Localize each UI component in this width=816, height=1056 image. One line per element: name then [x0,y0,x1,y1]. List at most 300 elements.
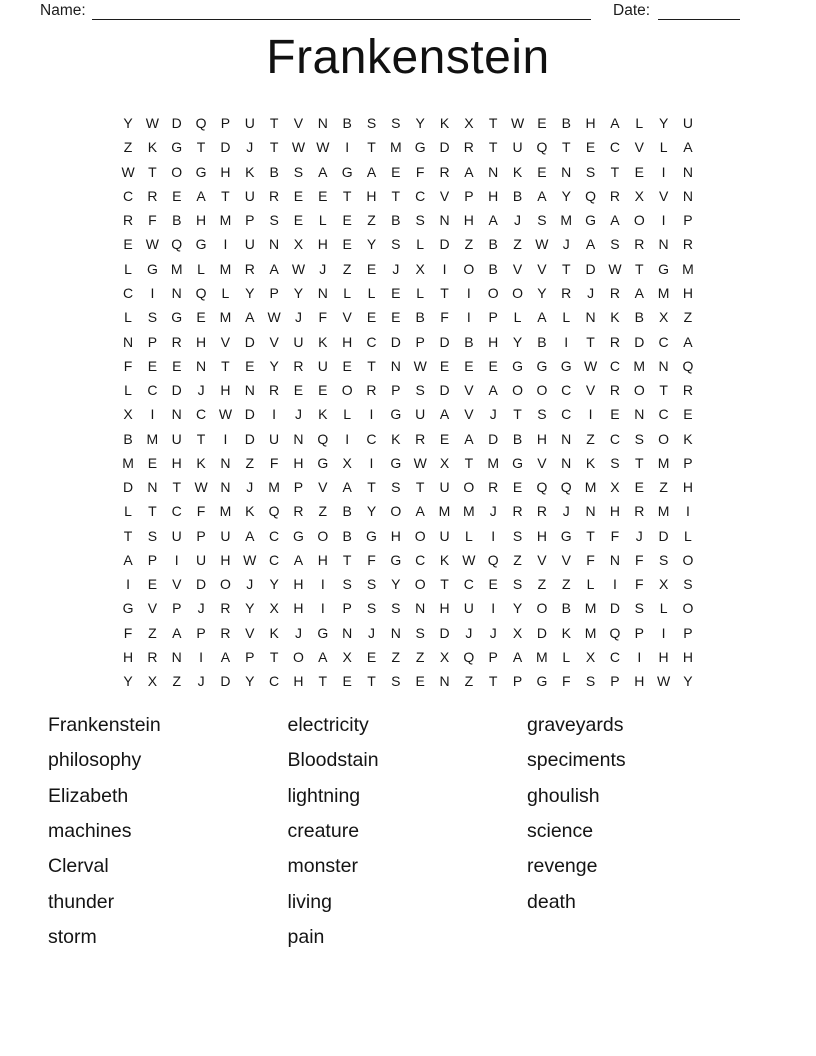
grid-letter: A [172,624,182,641]
grid-letter: J [635,527,643,544]
grid-letter: C [609,139,620,156]
grid-letter: M [463,503,475,520]
word-list-item: death [527,890,576,913]
grid-letter: L [659,600,668,617]
word-list-item: creature [287,820,360,843]
grid-letter: F [440,309,449,326]
grid-letter: J [562,503,570,520]
grid-letter: W [608,260,622,277]
grid-letter: Z [172,673,182,690]
grid-letter: A [220,648,231,665]
grid-letter: A [245,527,255,544]
grid-letter: E [391,284,401,301]
grid-letter: N [561,454,572,471]
grid-letter: F [634,551,644,568]
grid-letter: I [466,309,471,326]
grid-letter: D [244,406,255,423]
grid-letter: X [342,648,352,665]
grid-letter: F [610,527,620,544]
grid-letter: B [342,527,352,544]
grid-letter: S [634,430,644,447]
grid-letter: F [269,454,279,471]
grid-letter: J [197,673,205,690]
grid-letter: I [661,624,666,641]
grid-letter: Z [659,479,668,496]
word-search-grid [116,111,700,693]
grid-letter: X [585,648,596,665]
grid-letter: P [293,479,304,496]
grid-letter: Z [391,648,401,665]
grid-letter: R [682,236,694,253]
grid-letter: E [415,673,425,690]
grid-letter: N [585,309,596,326]
grid-letter: E [585,139,596,156]
grid-letter: H [293,454,304,471]
grid-letter: Y [415,115,425,132]
grid-letter: H [220,163,231,180]
name-label: Name: [40,2,86,19]
grid-letter: E [537,115,547,132]
grid-letter: Y [245,284,255,301]
grid-letter: I [345,430,350,447]
grid-letter: V [439,187,450,204]
grid-letter: C [269,673,280,690]
grid-letter: N [220,479,231,496]
grid-letter: H [220,382,231,399]
grid-letter: S [342,576,352,593]
grid-letter: O [682,551,694,568]
grid-letter: G [317,624,329,641]
grid-letter: V [293,115,304,132]
grid-letter: O [682,600,694,617]
grid-letter: W [145,236,159,253]
grid-letter: F [367,551,376,568]
grid-letter: V [585,382,596,399]
grid-letter: Y [683,673,693,690]
grid-letter: E [147,357,158,374]
grid-letter: J [587,284,595,301]
grid-letter: H [196,333,207,350]
grid-letter: H [658,648,669,665]
grid-letter: M [219,260,232,277]
grid-letter: I [564,333,569,350]
grid-letter: V [220,333,231,350]
grid-letter: E [634,479,644,496]
grid-letter: N [171,648,182,665]
grid-letter: O [293,648,304,665]
grid-letter: S [658,551,669,568]
grid-letter: S [634,600,644,617]
grid-letter: J [489,624,497,641]
grid-letter: V [537,551,547,568]
grid-letter: O [512,382,523,399]
grid-letter: N [682,163,694,180]
grid-letter: C [366,333,377,350]
grid-letter: U [196,551,207,568]
grid-letter: T [513,406,522,423]
grid-letter: A [537,309,547,326]
date-label: Date: [613,2,651,19]
grid-letter: D [196,576,207,593]
grid-letter: V [269,333,279,350]
grid-letter: E [342,212,352,229]
grid-letter: J [294,406,302,423]
grid-letter: I [174,551,179,568]
grid-letter: W [243,551,257,568]
grid-letter: N [585,503,596,520]
grid-letter: A [610,212,620,229]
grid-letter: E [366,260,377,277]
grid-letter: Y [512,600,523,617]
grid-letter: N [220,454,231,471]
word-list-item: revenge [527,855,598,878]
grid-letter: K [610,309,620,326]
grid-letter: F [634,576,644,593]
grid-letter: O [414,527,426,544]
grid-letter: C [415,187,426,204]
grid-letter: Y [512,333,523,350]
grid-letter: O [414,576,426,593]
grid-letter: G [171,139,183,156]
grid-letter: H [536,430,547,447]
grid-letter: F [123,624,133,641]
grid-letter: E [366,648,377,665]
grid-letter: I [345,139,350,156]
grid-letter: A [683,139,693,156]
grid-letter: A [318,163,328,180]
grid-letter: P [342,600,352,617]
grid-letter: A [366,163,377,180]
grid-letter: X [123,406,133,423]
grid-letter: J [562,236,570,253]
grid-letter: E [245,357,255,374]
grid-letter: L [416,284,425,301]
grid-letter: L [586,576,595,593]
grid-letter: J [294,309,302,326]
grid-letter: W [316,139,330,156]
grid-letter: R [512,503,523,520]
grid-letter: W [218,406,233,423]
grid-letter: P [245,648,255,665]
grid-letter: P [269,284,279,301]
grid-letter: W [291,139,306,156]
grid-letter: L [124,309,132,326]
name-blank-line [92,3,591,20]
grid-letter: H [122,648,134,665]
grid-letter: F [586,551,595,568]
grid-letter: W [121,163,135,180]
grid-letter: T [318,673,328,690]
grid-letter: H [682,479,694,496]
grid-letter: T [586,333,595,350]
grid-letter: R [609,333,620,350]
grid-letter: P [196,527,206,544]
grid-letter: V [561,551,571,568]
grid-letter: T [221,357,230,374]
grid-letter: S [512,576,523,593]
grid-letter: O [633,212,645,229]
grid-letter: K [391,430,401,447]
grid-letter: A [610,115,620,132]
grid-letter: Q [195,284,207,301]
grid-letter: R [293,357,304,374]
grid-letter: Y [366,236,377,253]
grid-letter: G [171,309,183,326]
grid-letter: T [221,187,230,204]
grid-letter: Q [585,187,597,204]
grid-letter: H [682,648,694,665]
grid-letter: T [367,673,376,690]
grid-letter: U [293,333,304,350]
grid-letter: E [342,357,352,374]
grid-letter: S [537,406,547,423]
grid-letter: Z [342,260,352,277]
word-list-item: machines [48,820,132,843]
grid-letter: H [366,187,377,204]
grid-letter: C [196,406,207,423]
word-list [48,708,767,955]
grid-letter: N [439,212,450,229]
grid-letter: E [293,212,304,229]
grid-letter: O [219,576,231,593]
grid-letter: J [489,406,497,423]
grid-letter: A [683,333,693,350]
grid-letter: L [513,309,522,326]
grid-letter: E [610,406,620,423]
grid-letter: M [438,503,451,520]
grid-letter: S [415,212,425,229]
grid-letter: P [634,624,644,641]
grid-letter: K [269,624,279,641]
grid-letter: T [342,551,352,568]
grid-letter: N [317,284,328,301]
grid-letter: Y [537,284,547,301]
grid-letter: X [464,115,474,132]
grid-letter: Q [195,115,207,132]
grid-letter: G [414,139,426,156]
grid-letter: M [219,309,232,326]
grid-letter: G [390,551,402,568]
grid-letter: R [147,648,158,665]
grid-letter: T [367,479,376,496]
grid-letter: P [488,309,498,326]
grid-letter: G [390,454,402,471]
grid-letter: Y [269,576,279,593]
grid-letter: L [197,260,205,277]
grid-letter: N [488,163,499,180]
grid-letter: M [170,260,183,277]
grid-letter: I [223,430,228,447]
grid-letter: L [416,236,425,253]
grid-letter: G [536,357,548,374]
word-list-column [527,708,767,955]
grid-letter: E [342,673,352,690]
grid-letter: D [439,382,450,399]
grid-letter: C [561,406,572,423]
grid-letter: O [658,430,670,447]
grid-letter: L [221,284,230,301]
grid-letter: S [610,454,620,471]
grid-letter: A [342,479,352,496]
grid-letter: W [510,115,525,132]
grid-letter: J [319,260,327,277]
grid-letter: I [369,406,374,423]
grid-letter: E [342,236,352,253]
puzzle-title: Frankenstein [266,31,550,84]
grid-letter: G [366,527,377,544]
grid-letter: O [463,260,475,277]
grid-letter: D [171,115,182,132]
word-list-item: philosophy [48,749,142,772]
grid-letter: I [369,454,374,471]
grid-letter: R [488,479,499,496]
grid-letter: R [293,503,304,520]
grid-letter: T [148,163,157,180]
grid-letter: K [245,503,255,520]
grid-letter: R [439,163,450,180]
grid-letter: N [317,115,328,132]
grid-letter: E [439,430,450,447]
grid-letter: C [415,551,426,568]
grid-letter: M [682,260,694,277]
grid-letter: O [633,382,645,399]
grid-letter: F [196,503,206,520]
grid-letter: N [609,551,620,568]
grid-letter: H [293,576,304,593]
grid-letter: W [291,260,306,277]
grid-letter: W [535,236,549,253]
grid-letter: R [634,236,645,253]
grid-letter: S [366,576,377,593]
grid-letter: B [123,430,133,447]
grid-letter: U [269,430,280,447]
grid-letter: E [123,236,133,253]
grid-letter: V [658,187,669,204]
grid-letter: L [343,284,352,301]
grid-letter: U [463,600,474,617]
grid-letter: E [391,309,401,326]
grid-letter: U [512,139,523,156]
grid-letter: T [123,527,133,544]
grid-letter: B [537,333,547,350]
grid-letter: A [318,648,328,665]
grid-letter: V [634,139,644,156]
grid-letter: J [246,576,254,593]
grid-letter: Z [513,236,522,253]
grid-letter: R [634,503,645,520]
grid-letter: Y [658,115,669,132]
grid-letter: J [392,260,400,277]
grid-letter: E [464,357,474,374]
grid-letter: V [342,309,352,326]
grid-letter: B [561,115,571,132]
grid-letter: R [147,187,158,204]
grid-letter: E [293,187,304,204]
grid-letter: O [536,600,548,617]
grid-letter: M [657,454,670,471]
grid-letter: N [390,624,401,641]
grid-letter: N [561,430,572,447]
grid-letter: X [439,454,450,471]
grid-letter: B [512,430,523,447]
grid-letter: I [686,503,690,520]
grid-letter: E [683,406,693,423]
grid-letter: L [659,139,668,156]
grid-letter: C [269,527,280,544]
grid-letter: X [269,600,279,617]
grid-letter: Q [268,503,280,520]
grid-letter: D [658,527,669,544]
grid-letter: Y [123,673,133,690]
grid-letter: E [318,382,328,399]
grid-letter: P [488,648,498,665]
grid-letter: S [415,624,425,641]
grid-letter: S [683,576,693,593]
grid-letter: T [464,454,474,471]
grid-letter: M [584,479,597,496]
grid-letter: J [246,139,254,156]
grid-letter: K [512,163,523,180]
grid-letter: T [634,454,644,471]
grid-letter: Z [513,551,522,568]
grid-letter: D [609,600,620,617]
grid-letter: M [633,357,646,374]
grid-letter: I [150,284,155,301]
grid-letter: T [440,284,449,301]
grid-letter: H [196,212,207,229]
grid-letter: W [413,357,427,374]
grid-letter: J [514,212,522,229]
grid-letter: U [171,430,182,447]
grid-letter: I [320,576,325,593]
grid-letter: Z [367,212,376,229]
grid-letter: Z [561,576,571,593]
grid-letter: U [439,527,450,544]
grid-letter: X [415,260,425,277]
grid-letter: K [439,551,450,568]
grid-letter: P [196,624,206,641]
grid-letter: U [244,115,255,132]
grid-letter: G [536,673,548,690]
grid-letter: A [439,406,450,423]
grid-letter: R [463,139,474,156]
grid-letter: O [512,284,523,301]
grid-letter: S [391,479,401,496]
grid-letter: B [269,163,279,180]
grid-letter: C [122,187,134,204]
grid-letter: T [634,260,644,277]
grid-letter: T [488,673,498,690]
grid-letter: G [341,163,353,180]
grid-letter: B [488,236,498,253]
grid-letter: A [293,551,304,568]
grid-letter: X [342,454,352,471]
grid-letter: J [465,624,473,641]
grid-letter: N [439,673,450,690]
grid-letter: N [196,357,207,374]
grid-letter: A [634,284,644,301]
grid-letter: L [124,382,132,399]
grid-letter: U [415,406,426,423]
grid-letter: T [488,115,498,132]
grid-letter: P [172,600,182,617]
grid-letter: S [391,115,401,132]
grid-letter: A [196,187,206,204]
grid-letter: J [246,479,254,496]
grid-letter: H [463,212,474,229]
grid-letter: T [196,139,206,156]
grid-letter: V [537,260,547,277]
